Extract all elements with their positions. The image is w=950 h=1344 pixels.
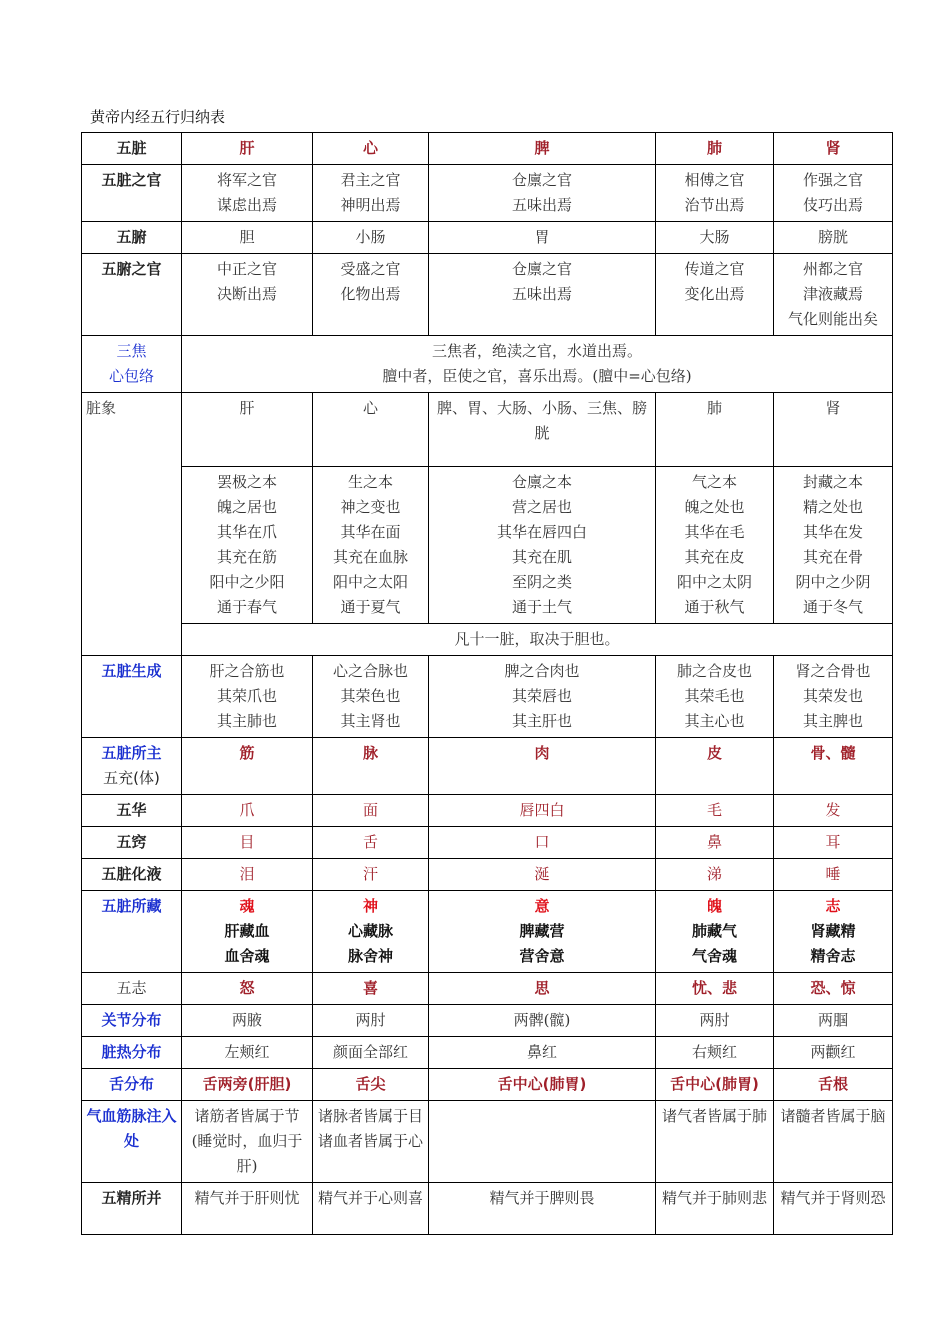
cell: 脉 xyxy=(313,738,429,795)
cell: 传道之官 变化出焉 xyxy=(656,254,774,336)
cell: 喜 xyxy=(313,973,429,1005)
cell: 仓廪之官 五味出焉 xyxy=(429,254,656,336)
cell: 两腘 xyxy=(774,1005,893,1037)
cell: 将军之官 谋虑出焉 xyxy=(182,165,313,222)
cell: 大肠 xyxy=(656,222,774,254)
cell: 肾之合骨也 其荣发也 其主脾也 xyxy=(774,656,893,738)
cell: 目 xyxy=(182,827,313,859)
row-label: 五脏所藏 xyxy=(82,891,182,973)
cell: 口 xyxy=(429,827,656,859)
cell: 发 xyxy=(774,795,893,827)
row-label: 关节分布 xyxy=(82,1005,182,1037)
zangxiang-note-row xyxy=(82,624,893,656)
cell: 舌两旁(肝胆) xyxy=(182,1069,313,1101)
cell: 左颊红 xyxy=(182,1037,313,1069)
fu-row xyxy=(82,222,893,254)
cell: 膀胱 xyxy=(774,222,893,254)
row-label: 五脏生成 xyxy=(82,656,182,738)
cell: 面 xyxy=(313,795,429,827)
cell: 胃 xyxy=(429,222,656,254)
cell: 涎 xyxy=(429,859,656,891)
row-label: 舌分布 xyxy=(82,1069,182,1101)
cell: 仓廪之本 营之居也 其华在唇四白 其充在肌 至阴之类 通于土气 xyxy=(429,467,656,624)
cell: 意 脾藏营 营舍意 xyxy=(429,891,656,973)
cell: 魂 肝藏血 血舍魂 xyxy=(182,891,313,973)
note-text: 凡十一脏，取决于胆也。 xyxy=(182,624,893,656)
row-label: 五华 xyxy=(82,795,182,827)
cell: 汗 xyxy=(313,859,429,891)
cell: 肝之合筋也 其荣爪也 其主肺也 xyxy=(182,656,313,738)
organ-kidney: 肾 xyxy=(774,133,893,165)
row-label: 五脏化液 xyxy=(82,859,182,891)
guanjie-row xyxy=(82,1005,893,1037)
shengcheng-row xyxy=(82,656,893,738)
row-label: 五脏所主 五充(体) xyxy=(82,738,182,795)
row-label: 五腑 xyxy=(82,222,182,254)
jingbing-row xyxy=(82,1183,893,1235)
cell: 鼻红 xyxy=(429,1037,656,1069)
cell: 生之本 神之变也 其华在面 其充在血脉 阳中之太阳 通于夏气 xyxy=(313,467,429,624)
cell: 肾 xyxy=(774,393,893,467)
cell: 两肘 xyxy=(313,1005,429,1037)
cell: 肺 xyxy=(656,393,774,467)
cell: 怒 xyxy=(182,973,313,1005)
organ-spleen: 脾 xyxy=(429,133,656,165)
row-label: 五窍 xyxy=(82,827,182,859)
cell: 泪 xyxy=(182,859,313,891)
cell: 作强之官 伎巧出焉 xyxy=(774,165,893,222)
row-label: 脏象 xyxy=(82,393,182,656)
row-label: 五脏之官 xyxy=(82,165,182,222)
cell: 颜面全部红 xyxy=(313,1037,429,1069)
cell: 诸气者皆属于肺 xyxy=(656,1101,774,1183)
row-label: 五志 xyxy=(82,973,182,1005)
cell: 气之本 魄之处也 其华在毛 其充在皮 阳中之太阴 通于秋气 xyxy=(656,467,774,624)
cell: 仓廪之官 五味出焉 xyxy=(429,165,656,222)
cell: 胆 xyxy=(182,222,313,254)
cell: 精气并于肝则忧 xyxy=(182,1183,313,1235)
cell: 爪 xyxy=(182,795,313,827)
cell: 诸脉者皆属于目 诸血者皆属于心 xyxy=(313,1101,429,1183)
cell: 舌中心(肺胃) xyxy=(429,1069,656,1101)
cell: 心 xyxy=(313,393,429,467)
cell: 受盛之官 化物出焉 xyxy=(313,254,429,336)
organ-heart: 心 xyxy=(313,133,429,165)
cell: 相傅之官 治节出焉 xyxy=(656,165,774,222)
row-label: 脏热分布 xyxy=(82,1037,182,1069)
cell: 小肠 xyxy=(313,222,429,254)
cell: 舌 xyxy=(313,827,429,859)
cell: 罢极之本 魄之居也 其华在爪 其充在筋 阳中之少阳 通于春气 xyxy=(182,467,313,624)
zangxiang-details-row xyxy=(82,467,893,624)
row-label: 三焦 心包络 xyxy=(82,336,182,393)
cell: 涕 xyxy=(656,859,774,891)
cell: 志 肾藏精 精舍志 xyxy=(774,891,893,973)
cell: 筋 xyxy=(182,738,313,795)
cell: 骨、髓 xyxy=(774,738,893,795)
cell: 肝 xyxy=(182,393,313,467)
document-title: 黄帝内经五行归纳表 xyxy=(90,108,226,126)
cell: 恐、惊 xyxy=(774,973,893,1005)
cell: 鼻 xyxy=(656,827,774,859)
zangxiang-names-row xyxy=(82,393,893,467)
cell: 唾 xyxy=(774,859,893,891)
header-row xyxy=(82,133,893,165)
cell: 思 xyxy=(429,973,656,1005)
cell: 两髀(髋) xyxy=(429,1005,656,1037)
row-label: 五精所并 xyxy=(82,1183,182,1235)
cell: 精气并于肺则悲 xyxy=(656,1183,774,1235)
organ-lung: 肺 xyxy=(656,133,774,165)
cell: 神 心藏脉 脉舍神 xyxy=(313,891,429,973)
suocang-row xyxy=(82,891,893,973)
cell: 忧、悲 xyxy=(656,973,774,1005)
zangre-row xyxy=(82,1037,893,1069)
she-row xyxy=(82,1069,893,1101)
cell: 两肘 xyxy=(656,1005,774,1037)
cell: 君主之官 神明出焉 xyxy=(313,165,429,222)
cell: 舌中心(肺胃) xyxy=(656,1069,774,1101)
hua-row xyxy=(82,795,893,827)
cell: 诸髓者皆属于脑 xyxy=(774,1101,893,1183)
suozhu-row xyxy=(82,738,893,795)
sanjiao-row xyxy=(82,336,893,393)
fu-official-row xyxy=(82,254,893,336)
cell: 肉 xyxy=(429,738,656,795)
cell: 皮 xyxy=(656,738,774,795)
cell: 精气并于心则喜 xyxy=(313,1183,429,1235)
cell: 精气并于脾则畏 xyxy=(429,1183,656,1235)
qixue-row xyxy=(82,1101,893,1183)
cell: 魄 肺藏气 气舍魂 xyxy=(656,891,774,973)
cell: 州都之官 津液藏焉 气化则能出矣 xyxy=(774,254,893,336)
five-elements-table xyxy=(81,132,893,1235)
cell: 右颊红 xyxy=(656,1037,774,1069)
cell: 中正之官 决断出焉 xyxy=(182,254,313,336)
cell: 精气并于肾则恐 xyxy=(774,1183,893,1235)
cell: 唇四白 xyxy=(429,795,656,827)
cell: 两颧红 xyxy=(774,1037,893,1069)
cell: 两腋 xyxy=(182,1005,313,1037)
organ-liver: 肝 xyxy=(182,133,313,165)
cell: 封藏之本 精之处也 其华在发 其充在骨 阴中之少阴 通于冬气 xyxy=(774,467,893,624)
cell: 肺之合皮也 其荣毛也 其主心也 xyxy=(656,656,774,738)
cell: 脾、胃、大肠、小肠、三焦、膀胱 xyxy=(429,393,656,467)
row-label: 气血筋脉注入处 xyxy=(82,1101,182,1183)
row-label: 五脏 xyxy=(82,133,182,165)
ye-row xyxy=(82,859,893,891)
cell: 毛 xyxy=(656,795,774,827)
zhi-row xyxy=(82,973,893,1005)
cell: 心之合脉也 其荣色也 其主肾也 xyxy=(313,656,429,738)
qiao-row xyxy=(82,827,893,859)
cell: 脾之合肉也 其荣唇也 其主肝也 xyxy=(429,656,656,738)
row-label: 五腑之官 xyxy=(82,254,182,336)
zang-official-row xyxy=(82,165,893,222)
sanjiao-text: 三焦者，绝渎之官，水道出焉。 膻中者，臣使之官，喜乐出焉。(膻中=心包络) xyxy=(182,336,893,393)
cell: 耳 xyxy=(774,827,893,859)
cell: 诸筋者皆属于节 (睡觉时，血归于肝) xyxy=(182,1101,313,1183)
cell: 舌根 xyxy=(774,1069,893,1101)
cell: 舌尖 xyxy=(313,1069,429,1101)
cell xyxy=(429,1101,656,1183)
